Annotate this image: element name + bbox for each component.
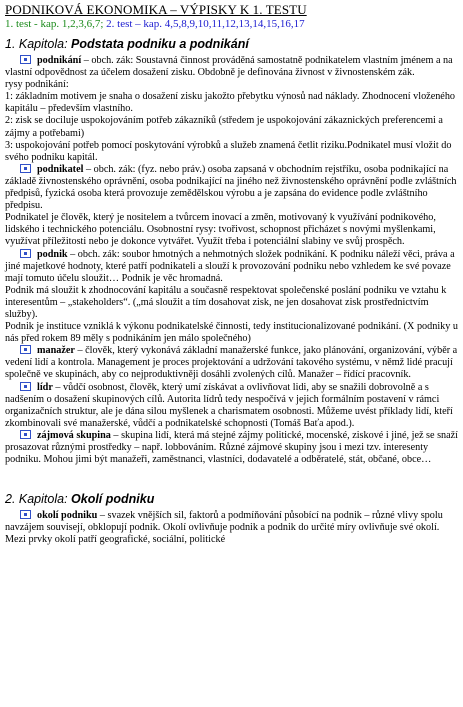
entry-podnik — [5, 249, 459, 285]
entry-podnikatel — [5, 164, 459, 212]
podnikani-line-1: rysy podnikání: — [5, 79, 69, 91]
term-okoli-podniku: okolí podniku — [37, 510, 98, 522]
bullet-icon — [20, 164, 31, 173]
chapter-2-prefix: 2. Kapitola: — [5, 492, 72, 507]
term-zajmova-skupina: zájmová skupina — [37, 429, 111, 441]
entry-zajmova-skupina — [5, 430, 459, 466]
term-podnik: podnik — [37, 248, 68, 260]
definition-podnikatel: – obch. zák: (fyz. nebo práv.) osoba zapsaná v obchodním rejstříku, osoba podnikající na základě živnostenského oprávnění, osoba podnikající na jiného než živnostenského oprávnění podle zvláštních předpisů, fyzická osoba která provozuje zemědělskou výrobu a je zapsána do evidence podle zvláštního předpisu. — [5, 163, 457, 212]
term-lidr: lídr — [37, 381, 53, 393]
chapter-2-heading — [5, 492, 459, 507]
test-chapters-line — [5, 18, 459, 31]
term-podnikani: podnikání — [37, 55, 82, 66]
chapter-1-prefix: 1. Kapitola: — [5, 37, 72, 51]
entry-manazer — [5, 345, 459, 381]
bullet-icon — [20, 249, 31, 258]
document-title: PODNIKOVÁ EKONOMIKA – VÝPISKY K 1. TESTU — [5, 2, 307, 17]
definition-podnikani: – obch. zák: Soustavná činnost prováděná samostatně podnikatelem vlastním jménem a na vlastní odpovědnost za účelem dosažení zisku. Obdobně je definována živnost v živnostenském zák. — [5, 55, 453, 79]
definition-zajmova-skupina: – skupina lidí, která má stejné zájmy politické, mocenské, ziskové i jiné, jež se snaží prosazovat různými prostředky – např. lobbováním. Různé zájmové skupiny jsou i mezi tzv. interesenty podniku. Mohou jimi být manažeři, zaměstnanci, vlastníci, dodavatelé a odběratelé, stát, občané, obce… — [5, 429, 458, 466]
term-podnikatel: podnikatel — [37, 163, 84, 175]
definition-lidr: – vůdčí osobnost, člověk, který umí získávat a ovlivňovat lidi, aby se snažili dobrovolně a s nadšením o dosažení skupinových cílů. Autorita lídrů tedy nespočívá v jejich formálním postavení v rámci organizačních struktur, ale je dána silou myšlenek a charismatem osobnosti. Můžeme uvést příklady lidí, kteří zkombinovali své manažerské, vůdčí a podnikatelské schopnosti (Tomáš Baťa apod.). — [5, 381, 453, 429]
definition-manazer: – člověk, který vykonává základní manažerské funkce, jako plánování, organizování, výběr a vedení lidí a kontrola. Management je proces projektování a udržování takového systému, v němž lidé pracují společně ve skupinách, aby co nejproduktivněji dosáhli zvolených cílů. Manažer – řídící pracovník. — [5, 345, 458, 381]
podnikani-line-2: 1: základním motivem je snaha o dosažení zisku jakožto přebytku výnosů nad náklady. Zhodnocení vloženého kapitálu – především vlastního. — [5, 91, 456, 115]
podnik-extra-2: Podnik je instituce vzniklá k výkonu podnikatelské činnosti, tedy institucionalizované podnikání. (X podniky u nás před rokem 89 měly s podnikáním jen málo společného) — [5, 321, 458, 345]
podnikani-line-4: 3: uspokojování potřeb pomocí poskytování výrobků a služeb znamená četlit riziku.Podnikatel musí vložit do svého podniku kapitál. — [5, 139, 452, 163]
definition-okoli-podniku: – svazek vnějších sil, faktorů a podmíňování působící na podnik – různé vlivy spolu navzájem souvisejí, obklopují podnik. Okolí ovlivňuje podnik a podnik do určité míry ovlivňuje své okolí. Mezi prvky okolí patří geografické, sociální, politické — [5, 510, 443, 546]
definition-podnik: – obch. zák: soubor hmotných a nehmotných složek podnikání. K podniku náleží věci, práva a jiné majetkové hodnoty, které patří podnikateli a slouží k provozování podniku nebo vzhledem ke své povaze mají tomuto účelu sloužit… Podnik je věc hromadná. — [5, 248, 455, 284]
bullet-icon — [20, 510, 31, 519]
test-1-chapters: 1. test - kap. 1,2,3,6,7; — [5, 18, 104, 30]
entry-lidr — [5, 382, 459, 430]
bullet-icon — [20, 382, 31, 391]
bullet-icon — [20, 430, 31, 439]
podnikatel-extra: Podnikatel je člověk, který je nositelem a tvůrcem inovací a změn, motivovaný k využívání podnikového, lidského i technického potenciálu. Osobnostní rysy: tvořivost, schopnost přicházet s novými myšlenkami, využívat příležitosti nebo je dokonce vytvářet. Využít třeba i potenciální slabiny ve svůj prospěch. — [5, 212, 436, 248]
podnik-extra-1: Podnik má sloužit k zhodnocování kapitálu a současně respektovat společenské poslání podniku ve vztahu k interesentům – „stakeholders“. („má sloužit a tím dosahovat zisk, ne jen dosahovat zisk prostřednictvím služby). — [5, 284, 447, 320]
chapter-1-title: Podstata podniku a podnikání — [71, 37, 249, 51]
test-2-chapters: 2. test – kap. 4,5,8,9,10,11,12,13,14,15,16,17 — [103, 18, 305, 30]
bullet-icon — [20, 345, 31, 354]
section-spacer — [5, 466, 459, 486]
chapter-1-heading — [5, 37, 459, 52]
bullet-icon — [20, 55, 31, 64]
podnikani-line-3: 2: zisk se dociluje uspokojováním potřeb zákazníků (středem je uspokojování zákaznických preferencemi a zájmy a potřebami) — [5, 115, 443, 139]
entry-podnikani — [5, 55, 459, 79]
chapter-2-title: Okolí podniku — [71, 492, 155, 507]
term-manazer: manažer — [37, 345, 75, 357]
entry-okoli-podniku — [5, 510, 459, 546]
